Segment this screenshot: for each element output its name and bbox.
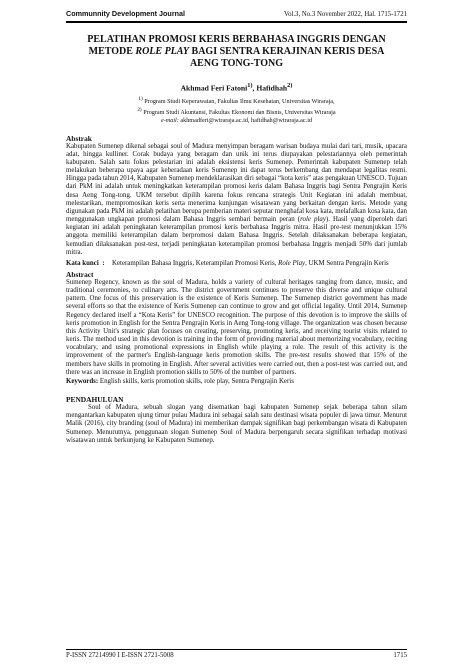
kata-kunci-role-play: Role Play — [278, 259, 306, 267]
title-role-play: ROLE PLAY — [135, 46, 190, 57]
keywords — [66, 378, 407, 386]
pendahuluan-text: Soul of Madura, sebuah slogan yang disematkan bagi kabupaten Sumenep sejak beberapa tahun silam mengantarkan kabupaten ujung timur pulau Madura ini sebagai salah satu destinasi wisata populer di jawa timur. Menurut Malik (2016), city branding (soul of Madura) ini memberikan dampak signifikan bagi perkembangan wisata di Kabupaten Sumenep. Menurutnya, penggunaan slogan Sumenep Soul of Madura berpengaruh secara signifikan terhadap motivasi wisatawan untuk berkunjung ke Kabupaten Sumenep. — [66, 404, 407, 444]
kata-kunci-label-text: Kata kunci — [66, 259, 99, 267]
footer-rule — [66, 649, 407, 650]
running-header — [66, 4, 407, 18]
article-title — [70, 34, 403, 70]
abstrak-role-play: role play — [300, 216, 326, 224]
pendahuluan-heading: PENDAHULUAN — [66, 395, 124, 405]
issn: P-ISSN 27214990 I E-ISSN 2721-5008 — [66, 652, 174, 659]
kata-kunci-value-pre: Keterampilan Bahasa Inggris, Keterampilan Promosi Keris, — [112, 259, 279, 267]
title-line-1: PELATIHAN PROMOSI KERIS BERBAHASA INGGRIS DENGAN — [87, 34, 386, 45]
abstract-heading: Abstract — [66, 270, 94, 279]
title-line-2-post: BAGI SENTRA KERAJINAN KERIS DESA — [189, 46, 385, 57]
email-addresses[interactable]: akhmadferi@wiraraja.ac.id, hafidhah@wiraraja.ac.id — [178, 116, 313, 124]
page-number: 1715 — [393, 652, 407, 659]
title-line-2 — [70, 46, 403, 58]
keywords-value: English skills, keris promotion skills, role play, Sentra Pengrajin Keris — [98, 377, 294, 385]
kata-kunci-value-post: , UKM Sentra Pengrajin Keris — [305, 259, 389, 267]
volume-info: Vol.3, No.3 November 2022, Hal. 1715-1721 — [284, 11, 407, 18]
email-label: e-mail: — [160, 116, 179, 124]
affiliation-2-sup: 2) — [137, 106, 142, 113]
author-list — [66, 81, 407, 93]
affiliation-1 — [66, 95, 407, 106]
title-line-3: AENG TONG-TONG — [189, 58, 284, 69]
author-1: Akhmad Feri Fatoni — [180, 83, 248, 93]
journal-name: Communnity Development Journal — [66, 9, 186, 18]
author-2-sup: 2) — [287, 82, 293, 89]
kata-kunci — [66, 260, 407, 268]
abstrak-heading: Abstrak — [66, 133, 92, 143]
kata-kunci-value — [112, 260, 407, 268]
abstrak-text-end: ). Hasil yang diperoleh dari kegiatan ini adalah peningkatan keterampilan promosi keris berbahasa Inggris mitra. Hasil pre-test menunjukkan 15% anggota memiliki keterampilan dalam berpromosi dalam Bahasa Inggris. Setelah dilaksanakan beberapa kegiatan, kemudian dilaksanakan post-test, terjadi peningkatan keterampilan promosi berbahasa Inggris menjadi 50% dari jumlah mitra. — [66, 216, 407, 256]
email-line — [66, 117, 407, 125]
keywords-label: Keywords: — [66, 377, 99, 385]
affiliation-2 — [66, 106, 407, 117]
affiliations — [66, 95, 407, 125]
affiliation-2-text: Program Studi Akuntansi, Fakultas Ekonomi dan Bisnis, Universitas Wiraraja — [141, 108, 336, 116]
affiliation-1-sup: 1) — [138, 95, 143, 102]
title-line-2-pre: METODE — [88, 46, 136, 57]
abstrak-text — [66, 143, 407, 257]
header-rule — [66, 21, 407, 23]
author-2: , Hafidhah — [252, 83, 288, 93]
kata-kunci-label — [66, 260, 112, 268]
article-body — [66, 34, 407, 445]
page-footer — [66, 652, 407, 659]
abstrak-text-main: Kabupaten Sumenep dikenal sebagai soul of Madura menyimpan beragam warisan budaya mulai dari tari, musik, upacara adat, hingga kulliner. Corak budaya yang beragam dan unik ini terus diupayakan pelestariannya oleh pemerintah kabupaten. Salah satu fokus pelestarian ini adalah eksistensi keris Sumenep. Pemerintah kabupaten Sumenep telah melakukan beberapa upaya agar keberadaan keris Sumenep ini dapat terus berkembang dan mendapat legalitas resmi. Hingga pada tahun 2014, Kabupaten Sumenep mendeklarasikan diri sebagai “kota keris” atas pengakuan UNESCO. Tujuan dari PkM ini adalah untuk meningkatkan keterampilan promosi keris dalam Bahasa Inggris bagi Sentra Pengrajin Keris desa Aeng Tong-tong. UKM tersebut dipilih karena fokus rencana strategis Unit Kegiatan ini adalah membuat, melestarikan, mempromosikan keris serta menerima kunjungan wisatawan yang berkaitan dengan keris. Metode yang digunakan pada PkM ini adalah pelatihan berupa pemberian materi seputar menghafal kosa kata, melafalkan kosa kata, dan menggunakan ungkapan promosi dalam Bahasa Inggris sembari bermain peran ( — [66, 142, 408, 224]
kata-kunci-colon: : — [102, 259, 105, 267]
abstract-text: Sumenep Regency, known as the soul of Madura, holds a variety of cultural heritages ranging from dance, music, and traditional ceremonies, to culinary arts. The district government continues to preserve this diverse and unique cultural pattern. One focus of this preservation is the existence of Keris Sumenep. The Sumenep district government has made several efforts so that the existence of Keris Sumenep can continue to grow and get official legality. Until 2014, Sumenep Regency declared itself a “Kota Keris” for UNESCO recognition. The purpose of this devotion is to improve the skills of keris promotion in English for the Sentra Pengrajin Keris in Aeng Tong-tong village. The organization was chosen because this Activity Unit's strategic plan focuses on creating, preserving, promoting keris, and receiving tourist visits related to keris. The method used in this devotion is training in the form of providing material about memorizing vocabulary, reciting vocabulary, and using promotional expressions in English while playing a role. The result of this activity is the improvement of the partner's English-language keris promotion skills. The pre-test results showed that 15% of the members have skills in promoting in English. After several activities were carried out, then a post-test was carried out, and there was an increase in English promotion skills to 50% of the number of partners. — [66, 279, 407, 376]
author-1-sup: 1) — [247, 82, 253, 89]
affiliation-1-text: Program Studi Keperawatan, Fakultas Ilmu Kesehatan, Universitas Wiraraja, — [142, 97, 335, 105]
